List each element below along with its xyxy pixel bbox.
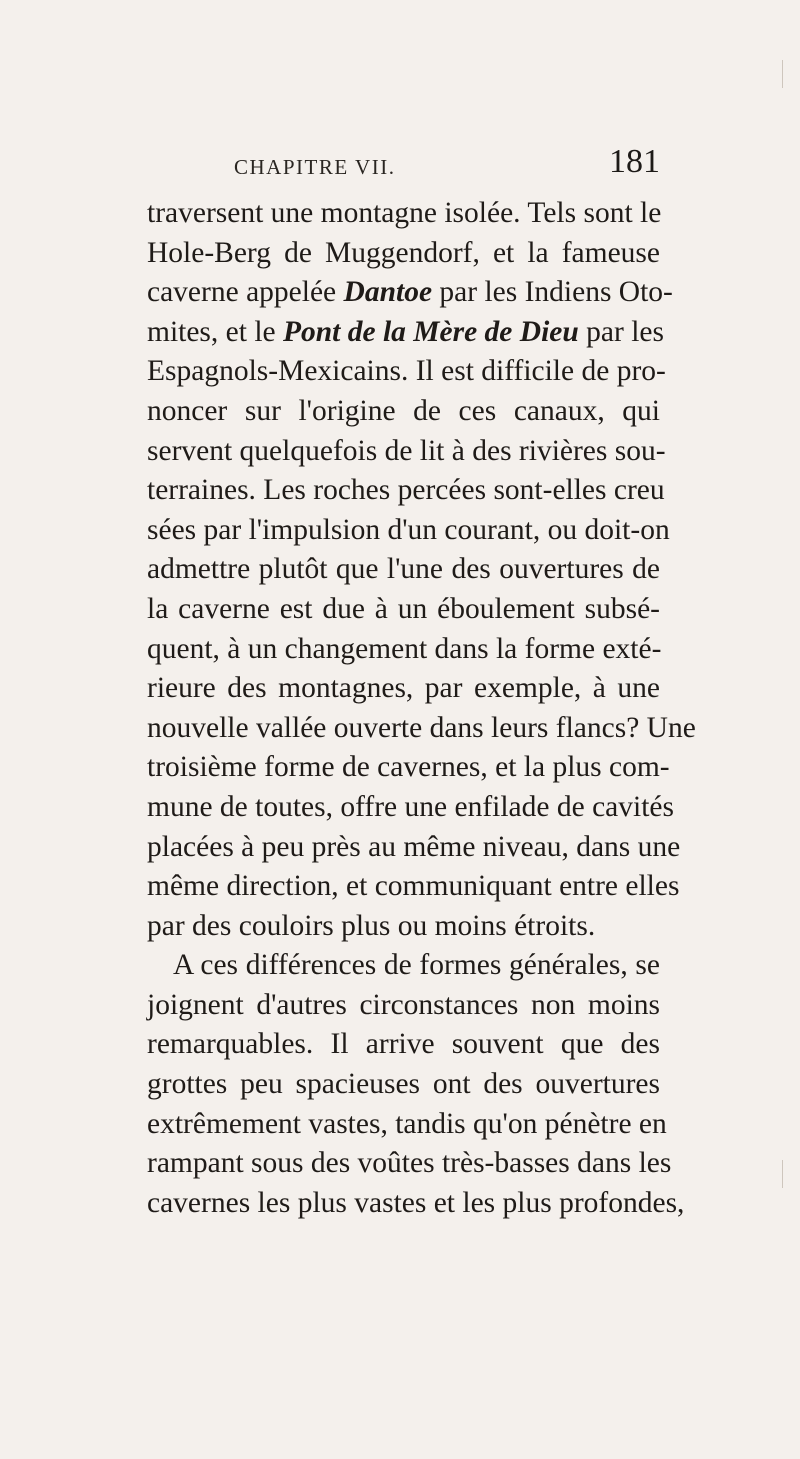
text-line: même direction, et communiquant entre elles	[147, 870, 680, 903]
text-line: A ces différences de formes générales, se	[173, 949, 660, 982]
page-header	[234, 143, 660, 193]
italic-term-pont: Pont de la Mère de Dieu	[283, 315, 579, 348]
text-line: traversent une montagne isolée. Tels sont le	[147, 197, 662, 229]
text-line: terraines. Les roches percées sont-elles creu	[147, 474, 665, 507]
text-line: la caverne est due à un éboulement subsé-	[147, 592, 660, 625]
text-segment: mites, et le	[147, 315, 276, 348]
text-line: joignent d'autres circonstances non moins	[147, 988, 660, 1021]
text-line: quent, à un changement dans la forme exté-	[147, 632, 662, 665]
text-line: remarquables. Il arrive souvent que des	[147, 1028, 660, 1061]
text-line: grottes peu spacieuses ont des ouvertures	[147, 1068, 660, 1101]
running-title: CHAPITRE VII.	[234, 155, 396, 179]
text-line: Espagnols-Mexicains. Il est difficile de pro-	[147, 355, 666, 388]
text-line: mune de toutes, offre une enfilade de cavités	[147, 790, 674, 823]
page-edge-mark	[782, 1160, 787, 1188]
text-line: extrêmement vastes, tandis qu'on pénètre en	[147, 1107, 667, 1140]
text-line: par des couloirs plus ou moins étroits.	[147, 909, 596, 942]
text-line: rieure des montagnes, par exemple, à une	[147, 672, 660, 705]
page-edge-mark	[782, 60, 787, 88]
text-line: Hole-Berg de Muggendorf, et la fameuse	[147, 236, 660, 269]
body-text	[147, 194, 696, 1223]
text-line: rampant sous des voûtes très-basses dans les	[147, 1147, 672, 1180]
text-line	[147, 313, 664, 353]
text-line: servent quelquefois de lit à des rivières sou-	[147, 434, 666, 467]
text-segment: par les	[586, 315, 664, 348]
italic-term-dantoe: Dantoe	[343, 276, 433, 309]
text-line: cavernes les plus vastes et les plus profondes,	[147, 1186, 685, 1219]
text-line: sées par l'impulsion d'un courant, ou doit-on	[147, 513, 670, 546]
text-line: placées à peu près au même niveau, dans une	[147, 830, 681, 863]
text-segment: caverne appelée	[147, 276, 337, 309]
text-line: noncer sur l'origine de ces canaux, qui	[147, 394, 660, 427]
text-line: nouvelle vallée ouverte dans leurs flancs? Une	[147, 711, 696, 744]
text-line: troisième forme de cavernes, et la plus com-	[147, 751, 670, 784]
text-line	[147, 273, 673, 313]
text-line: admettre plutôt que l'une des ouvertures de	[147, 553, 660, 586]
text-segment: par les Indiens Oto-	[439, 276, 673, 309]
page-number: 181	[609, 143, 660, 180]
